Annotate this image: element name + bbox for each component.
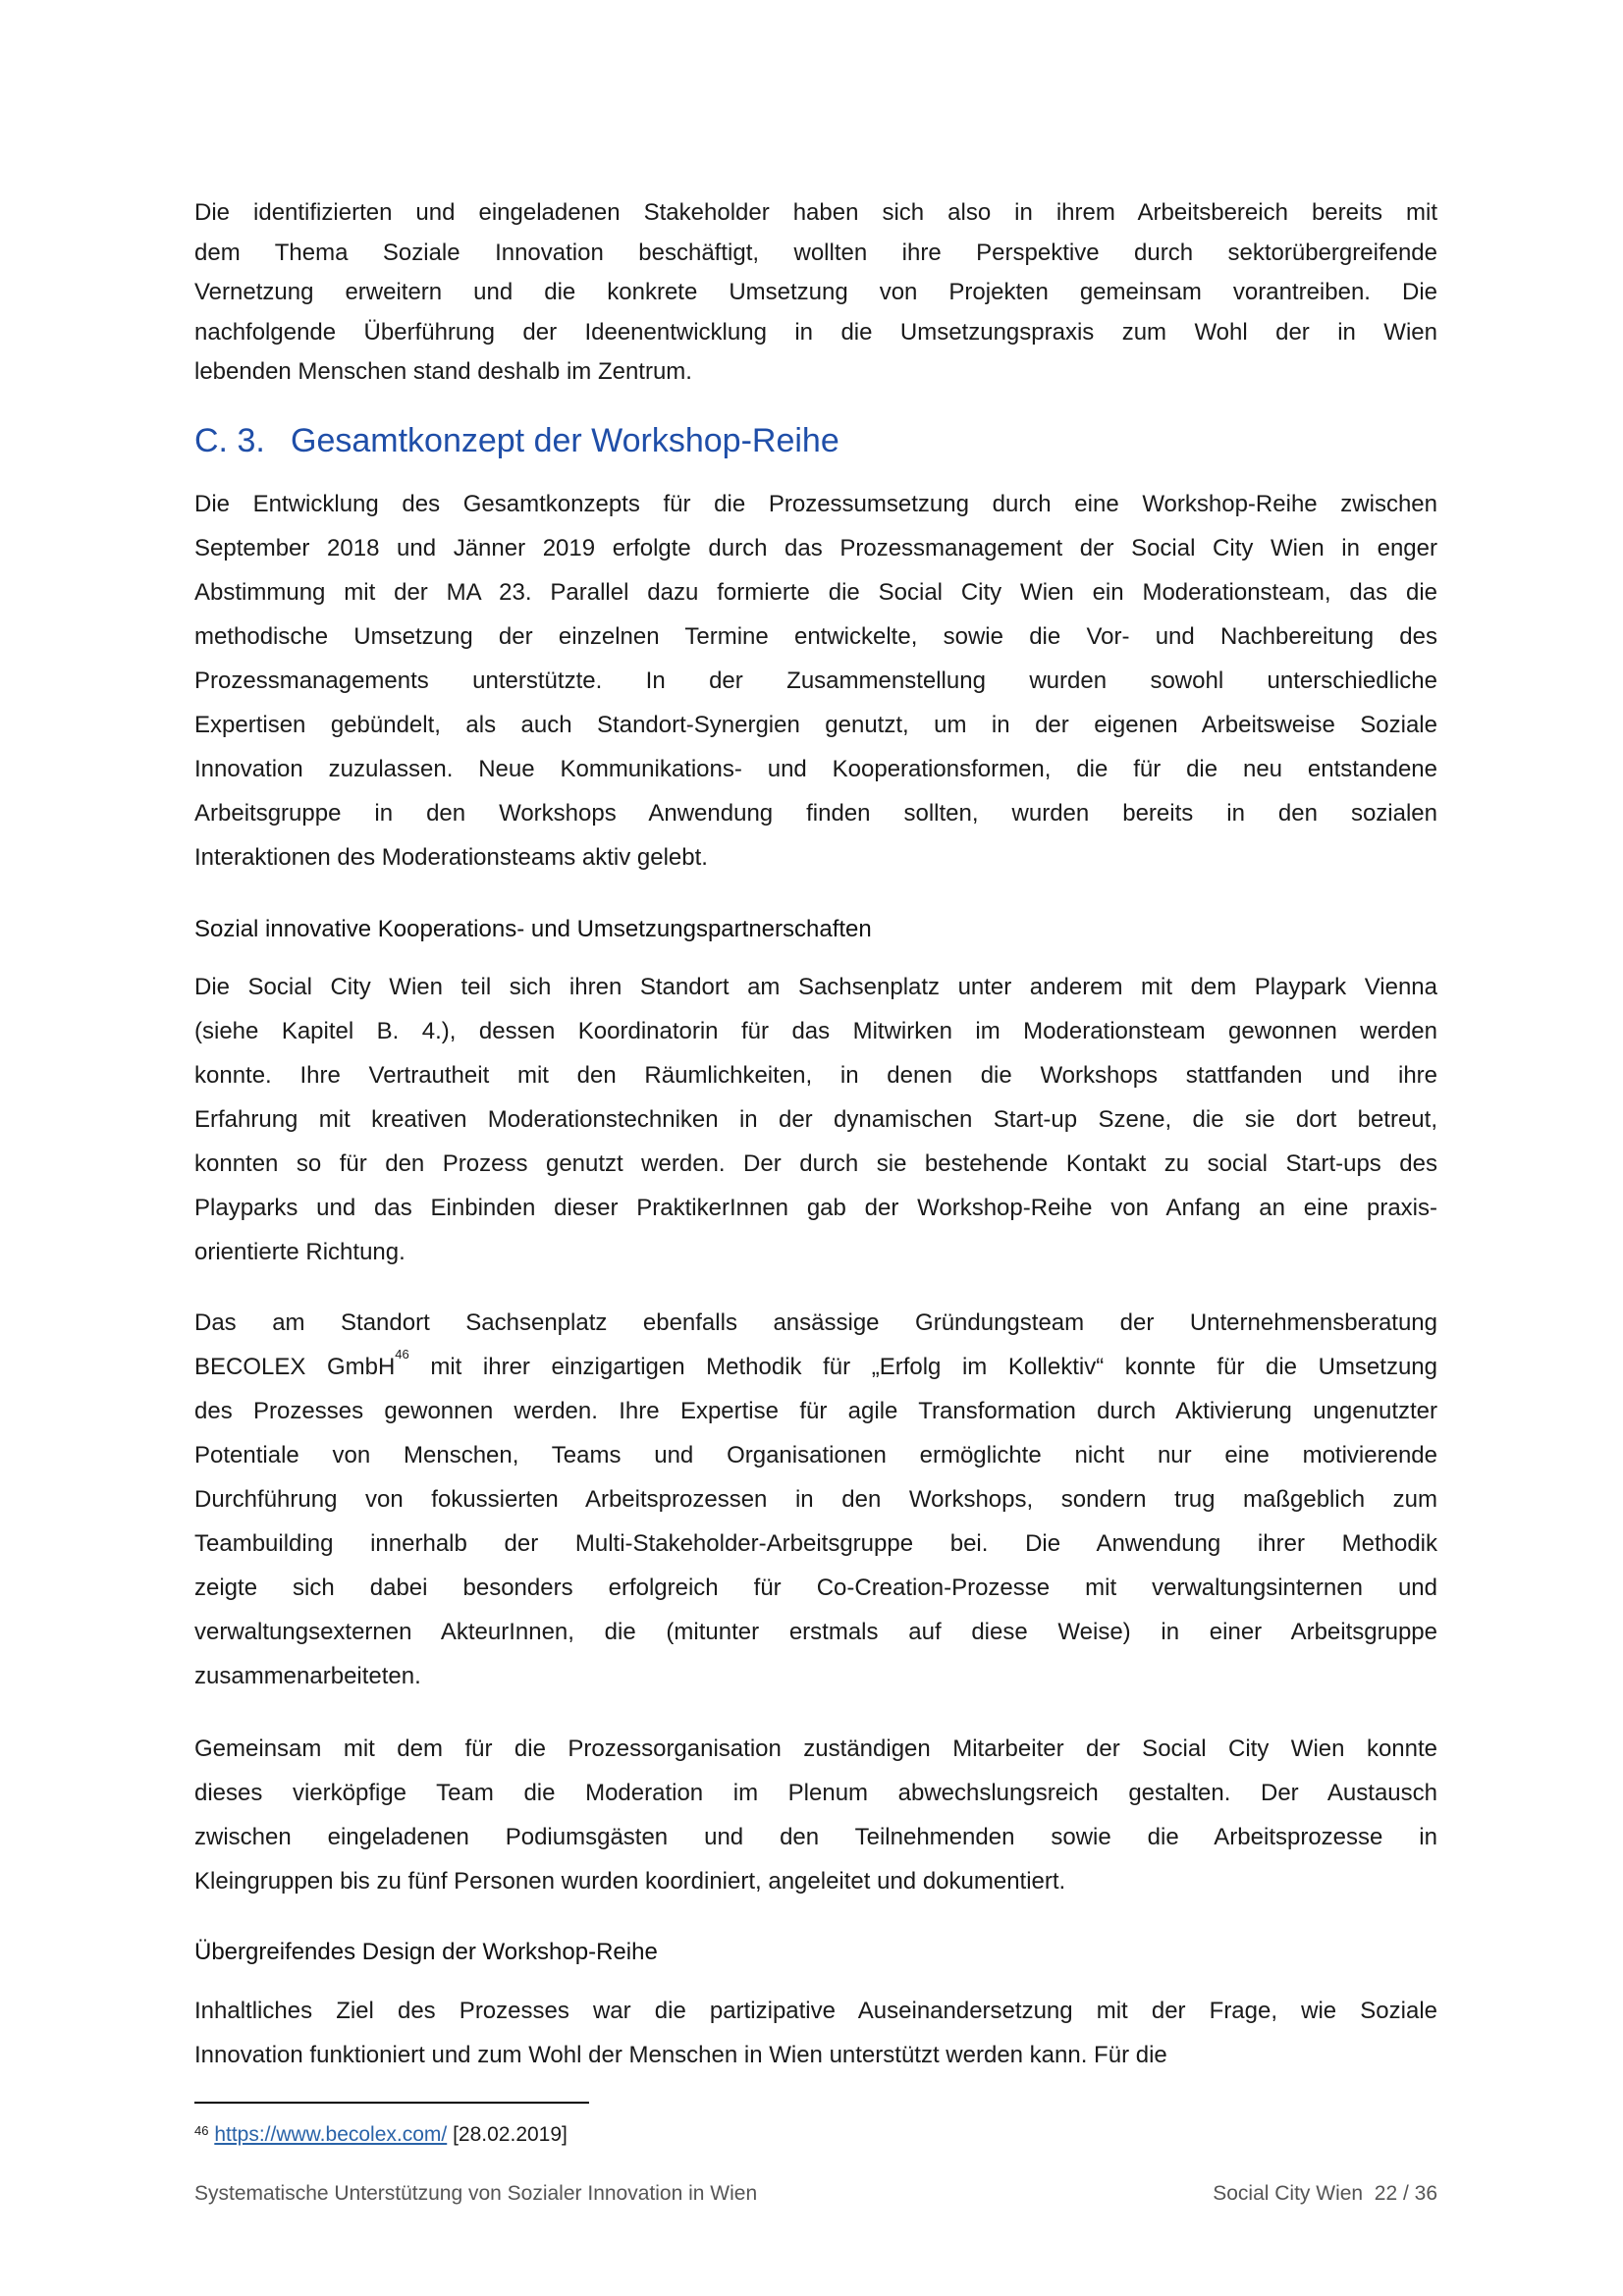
text-line: Innovation zuzulassen. Neue Kommunikations- und Kooperationsformen, die für die neu entstandene: [194, 756, 1437, 782]
paragraph-5: [194, 1727, 1437, 1903]
text-line: Teambuilding innerhalb der Multi-Stakeholder-Arbeitsgruppe bei. Die Anwendung ihrer Methodik: [194, 1530, 1437, 1557]
paragraph-2: [194, 482, 1437, 880]
text-line: Die Social City Wien teil sich ihren Standort am Sachsenplatz unter anderem mit dem Playpark Vienna: [194, 974, 1437, 1000]
paragraph-1: [194, 193, 1437, 393]
subheading-design: Übergreifendes Design der Workshop-Reihe: [194, 1939, 658, 1965]
text-line: Prozessmanagements unterstützte. In der Zusammenstellung wurden sowohl unterschiedliche: [194, 667, 1437, 694]
paragraph-4: [194, 1301, 1437, 1698]
footer-document-title: Systematische Unterstützung von Sozialer Innovation in Wien: [194, 2182, 758, 2205]
text-line: Expertisen gebündelt, als auch Standort-Synergien genutzt, um in der eigenen Arbeitsweise Soziale: [194, 712, 1437, 738]
text-segment: BECOLEX GmbH: [194, 1354, 396, 1380]
text-line: konnten so für den Prozess genutzt werden. Der durch sie bestehende Kontakt zu social Start-ups des: [194, 1150, 1437, 1177]
text-line: zusammenarbeiteten.: [194, 1663, 421, 1689]
text-line: des Prozesses gewonnen werden. Ihre Expertise für agile Transformation durch Aktivierung ungenutzter: [194, 1398, 1437, 1424]
text-line: konnte. Ihre Vertrautheit mit den Räumlichkeiten, in denen die Workshops stattfanden und ihre: [194, 1062, 1437, 1089]
text-line: lebenden Menschen stand deshalb im Zentrum.: [194, 358, 692, 385]
section-title: Gesamtkonzept der Workshop-Reihe: [291, 422, 839, 459]
paragraph-3: [194, 965, 1437, 1274]
text-line: Inhaltliches Ziel des Prozesses war die partizipative Auseinandersetzung mit der Frage, wie Soziale: [194, 1998, 1437, 2024]
text-line: methodische Umsetzung der einzelnen Termine entwickelte, sowie die Vor- und Nachbereitung des: [194, 623, 1437, 650]
text-line: Die Entwicklung des Gesamtkonzepts für die Prozessumsetzung durch eine Workshop-Reihe zwischen: [194, 491, 1437, 517]
section-heading: [194, 417, 839, 464]
footnote-number: 46: [194, 2123, 209, 2138]
text-line: Potentiale von Menschen, Teams und Organisationen ermöglichte nicht nur eine motivierende: [194, 1442, 1437, 1468]
text-line: September 2018 und Jänner 2019 erfolgte durch das Prozessmanagement der Social City Wien in enger: [194, 535, 1437, 561]
text-line: Das am Standort Sachsenplatz ebenfalls ansässige Gründungsteam der Unternehmensberatung: [194, 1309, 1437, 1336]
text-line: nachfolgende Überführung der Ideenentwicklung in die Umsetzungspraxis zum Wohl der in Wien: [194, 318, 1437, 346]
text-line: Vernetzung erweitern und die konkrete Umsetzung von Projekten gemeinsam vorantreiben. Die: [194, 279, 1437, 305]
text-line: verwaltungsexternen AkteurInnen, die (mitunter erstmals auf diese Weise) in einer Arbeitsgruppe: [194, 1619, 1437, 1645]
text-line: zeigte sich dabei besonders erfolgreich für Co-Creation-Prozesse mit verwaltungsinternen und: [194, 1575, 1437, 1601]
footnote-date: [28.02.2019]: [453, 2123, 568, 2146]
text-line: dem Thema Soziale Innovation beschäftigt, wollten ihre Perspektive durch sektorübergreifende: [194, 239, 1437, 266]
text-line: [194, 1345, 1437, 1389]
text-line: Playparks und das Einbinden dieser PraktikerInnen gab der Workshop-Reihe von Anfang an eine praxis-: [194, 1195, 1437, 1221]
text-line: dieses vierköpfige Team die Moderation im Plenum abwechslungsreich gestalten. Der Austausch: [194, 1780, 1437, 1806]
footnote-link[interactable]: https://www.becolex.com/: [214, 2123, 448, 2146]
text-line: Abstimmung mit der MA 23. Parallel dazu formierte die Social City Wien ein Moderationsteam, das die: [194, 579, 1437, 606]
footnote-separator: [194, 2102, 589, 2104]
footnote: [194, 2121, 568, 2149]
text-line: Erfahrung mit kreativen Moderationstechniken in der dynamischen Start-up Szene, die sie dort betreut,: [194, 1106, 1437, 1133]
section-number: C. 3.: [194, 422, 265, 459]
text-segment: mit ihrer einzigartigen Methodik für „Erfolg im Kollektiv“ konnte für die Umsetzung: [408, 1354, 1437, 1380]
text-line: Arbeitsgruppe in den Workshops Anwendung finden sollten, wurden bereits in den sozialen: [194, 800, 1437, 827]
text-line: Die identifizierten und eingeladenen Stakeholder haben sich also in ihrem Arbeitsbereich bereits mit: [194, 199, 1437, 226]
text-line: Gemeinsam mit dem für die Prozessorganisation zuständigen Mitarbeiter der Social City Wien konnte: [194, 1735, 1437, 1762]
text-line: orientierte Richtung.: [194, 1239, 406, 1265]
text-line: Durchführung von fokussierten Arbeitsprozessen in den Workshops, sondern trug maßgeblich zum: [194, 1486, 1437, 1513]
text-line: Kleingruppen bis zu fünf Personen wurden koordiniert, angeleitet und dokumentiert.: [194, 1868, 1066, 1895]
footer-page-info: Social City Wien 22 / 36: [1213, 2182, 1437, 2205]
paragraph-6: [194, 1989, 1437, 2077]
footnote-reference[interactable]: 46: [395, 1347, 409, 1362]
text-line: Interaktionen des Moderationsteams aktiv gelebt.: [194, 844, 708, 871]
text-line: (siehe Kapitel B. 4.), dessen Koordinatorin für das Mitwirken im Moderationsteam gewonnen werden: [194, 1018, 1437, 1044]
text-line: Innovation funktioniert und zum Wohl der Menschen in Wien unterstützt werden kann. Für die: [194, 2042, 1167, 2068]
text-line: zwischen eingeladenen Podiumsgästen und den Teilnehmenden sowie die Arbeitsprozesse in: [194, 1824, 1437, 1850]
subheading-partnerships: Sozial innovative Kooperations- und Umsetzungspartnerschaften: [194, 916, 872, 942]
